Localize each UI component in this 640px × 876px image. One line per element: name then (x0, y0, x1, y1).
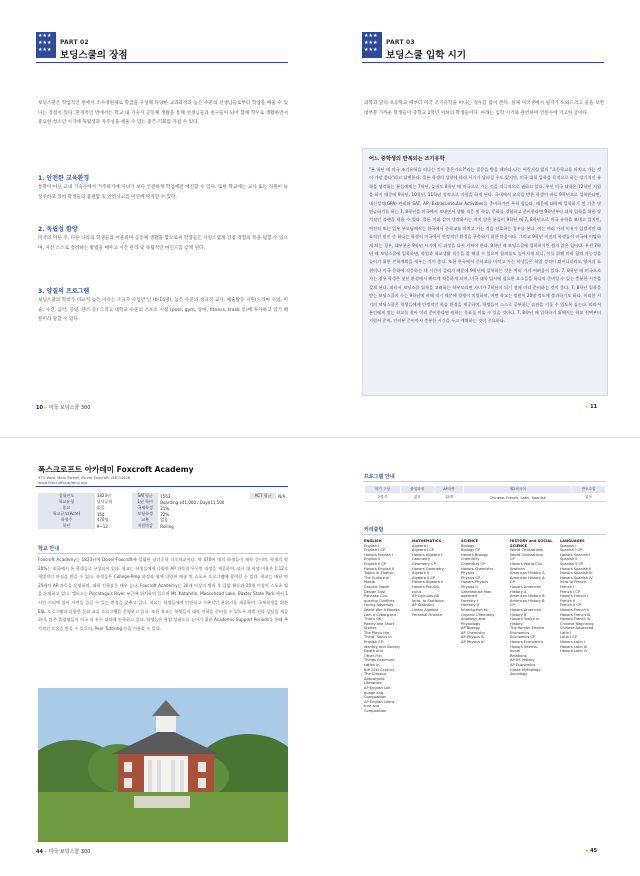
section-title: 프로그램 안내 (364, 474, 395, 480)
curriculum-item: Honors Interna- (510, 644, 539, 649)
section-title: 2. 독립성 함양 (38, 226, 78, 233)
page-footer (586, 848, 597, 854)
page-number: 10 (36, 405, 43, 411)
curriculum-item: Honors French III (560, 612, 591, 617)
section-divider (364, 534, 606, 535)
info-value: 1563 (160, 493, 171, 499)
curriculum-item: English II CP (364, 561, 387, 566)
curriculum-item: French II CP (560, 603, 582, 608)
curriculum-item: Apocalyptic (364, 676, 385, 681)
campus-photo (38, 688, 288, 842)
curriculum-item: Spanish I (560, 543, 577, 548)
curriculum-item: The Classics (364, 672, 387, 677)
curriculum-item: Physics (461, 571, 475, 576)
curriculum-item: Things Communi- (364, 658, 396, 663)
page-11 (320, 0, 640, 438)
curriculum-item: AP Biology (461, 626, 481, 631)
info-value: 21% (160, 505, 170, 511)
school-address: 975 West Main Street, Dover Foxcroft, ME 04426 (38, 475, 131, 480)
info-label: 지원마감 (132, 523, 158, 529)
header-divider (362, 62, 604, 63)
header-divider (36, 62, 288, 63)
curriculum-item: American History B (510, 598, 545, 603)
info-value: 없음 (96, 505, 105, 510)
curriculum-item: Latin I (560, 630, 572, 635)
section-text: 보딩스쿨의 학비가 비교적 높은 이유는 소규모 수업반 인 (6-15명), 높은 수준의 정규직 교사, 예술활동 지원(드라마 수업, 미술, 사진, 음악, 공연, 댄스 등) 그리고 대학교 수준의 스포츠 시설 (pool, gym, 승마, fitness, track 등)에 투자하고 있기 때문이라 말할 수 있다. (38, 298, 288, 323)
curriculum-item: Other Fun (364, 653, 382, 658)
curriculum-item: English I (364, 543, 380, 548)
box-text: "본 학년 때 미국 조기유학을 떠나는 것이 좋은가요?"라는 질문을 받을 때마다 나는 어릿거림 없이 "초등학교를 마치고 가는 것이 가장 좋다"라고 답변한다. 물론 학생의 성향에 따라 시기가 달라질 수도 있지만, 미국 대학 입학을 목적으로 하는 장기적인 유학을 생각하는 분들에게는 7학년, 늦어도 8학년 때 미국으로 가는 것을 적극적으로 권하고 있다. 우선 미국 대학은 12학년 지원을 하기 때문에 9학년, 10학년, 11학년 성적으로 지원을 하게 된다. 국내에서 교육을 받은 학생이 바로 9학년으로 입학한다면, 내신성적(GPA) 관리와 SAT, AP, Extracurricular Activities를 준비하기란 무척 힘들다. 때문에 대학에 입학하기 전 기준 및 연습하기를 하는 7, 8학년을 미국에서 보내면서 생활 적응 및 학습, 문화를 경험하고 준비한다면 9학년부터 대학 입학을 위한 장기적인 플랜을 세울 수 있다. 물론 이와 같이 생각하시는 적지 않은 분들이 9학년 때 7, 8학년으로 미국 유학을 보내고 있지만, 여전히 또는 일부 부모님께서는 한국에서 중학교를 마치고 가는 것을 선호하는 경우를 본다. 이는 여러 가지 이유가 있겠지만 대표적인 원인 중 하나는 학생이 미국에서 안정적인 환경을 구축하기 위한 마음이다. 그리고 9학년 이전의 학생들이 미국에 이탈하게 되는 경우, 대부분은 9학년 시기에 이 과정을 다시 거쳐야 한다. 9학년 때 보딩스쿨에 입학하기란 쉽지 않은 일이다. 우선 7학년 때 보딩스쿨에 입학하면, 학업과 학교생활 적응을 잘 해낼 수 있으며 합격률도 높아지게 되니, 이를 위해 미리 합격 가능성을 높이기 위한 진학계획을 세우는 것이 좋다. 또한 한국에서 중학교를 마치고 가는 학생들은 학업 성적이 뛰어나더라도 영어의 표현이나 미국 문화에 적응하는 데 시간이 걸리기 때문에 9학년에 입학하는 것은 여러 가지 어려움이 있다. 7, 8학년 때 미국으로 가는 경우 학생은 낯선 환경에서 빠르게 적응하게 되며, 미국 대학 입시에 필요한 요소들을 하나씩 준비할 수 있는 충분한 시간을 갖게 된다. 따라서 보딩스쿨 입학을 고려하는 학부모라면 자녀가 7학년이 되기 전에 미리 준비하는 것이 좋다. 7, 8학년 입학을 받는 보딩스쿨의 수는 9학년에 비해 적기 때문에 경쟁이 치열하며, 어떤 학교는 정원이 20명 정도에 불과하기도 하다. 이러한 시기의 보딩스쿨은 학생들에게 안정적인 학습 환경을 제공하며, 학생들이 스스로 공부하는 습관을 기를 수 있도록 돕는다. 따라서 본인에게 맞는 학교를 찾아 미리 준비한다면 원하는 목표를 이룰 수 있을 것이다. 7, 8학년 때 입학하기 위해서는 학교 선택부터 지원서 준비, 인터뷰 준비까지 충분한 시간을 두고 계획하는 것이 중요하다. (369, 167, 601, 324)
curriculum-item: Pancake Con- (364, 594, 389, 599)
intro-text: 과학과 달리 초등학교 때부터 미국 조기유학을 떠나는 경우를 많이 본다. 실제 미국생에서 필자가 도와드리고 골을 보면 대부분 가까운 학생들이 중학교 2학년 이하의 학생들이다. 아래는 입학 시기와 관련하여 언론사에 기고한 글이다. (364, 101, 604, 116)
page-footer (586, 404, 597, 410)
curriculum-item: AP US History (510, 658, 535, 663)
column-box (362, 148, 608, 396)
curriculum-item: Physics CP (461, 575, 481, 580)
curriculum-item: AP Physics B (461, 635, 484, 640)
info-label: 종교 (38, 505, 95, 511)
page-footer (36, 404, 90, 411)
school-text: Foxcroft Academy는 1823년에 Dover-Foxcroft에 설립된 남녀공학 기숙학교이다. 약 470여 명의 학생들이 재학 중이며, 학생의 약 20%는 외국에서 온 학생들로 구성되어 있다. 학교는 학생들에게 다양한 AP 과목과 우등반 과정을 제공하며, 교사 대 학생 비율은 1:12로 개별적인 관심을 받을 수 있다. 학생들은 College-Prep 과정과 함께 다양한 예술 및 스포츠 프로그램에 참여할 수 있다. 학교는 매년 약 25개의 AP 과목을 운영하며, 대학 진학률은 매우 높다. Foxcroft Academy는 30개 이상의 방과 후 클럽 활동과 20개 이상의 스포츠 팀을 운영하고 있다. 캠퍼스는 Piscataquis River 부근에 위치하여 있으며 Mt. Katahdin, Moosehead Lake, Baxter State Park 에서 1시간 거리에 있어 자연을 즐길 수 있는 환경을 갖추고 있다. 학교는 학생들에게 안전하고 가족적인 분위기를 제공하며, 국제학생을 위한 ESL 프로그램과 다양한 문화 교류 프로그램을 운영하고 있다. 또한 학교는 학생들이 대학 진학을 준비할 수 있도록 개별 진학 상담을 제공하며, 많은 졸업생들이 미국 내 우수 대학에 진학하고 있다. 학생들은 학업 성취도를 높이기 위한 Academic Support Periods를 통해 추가적인 도움을 받을 수 있으며, Peer Tutoring 등을 이용할 수 있다. (38, 557, 288, 631)
curriculum-item: Relations (510, 653, 527, 658)
book-title: 미국 보딩스쿨 300 (48, 849, 91, 855)
curriculum-item: Honors Chemistry (461, 566, 494, 571)
curriculum-item: Honors Algebra II (412, 580, 444, 585)
page-10 (0, 0, 320, 438)
curriculum-item: Chemistry (461, 557, 480, 562)
stars-flag-icon: ★★★ ★★★ ★★★ (362, 32, 382, 58)
program-header: 졸업과정 (400, 486, 434, 494)
curriculum-item: Forestry I (461, 598, 478, 603)
curriculum-item: English I CP (364, 548, 385, 553)
page-title: 보딩스쿨 입학 시기 (386, 50, 467, 61)
curriculum-item: Honors Biology (461, 552, 489, 557)
curriculum-item: Honors French I (560, 594, 589, 599)
section-title: 커리큘럼 (364, 527, 384, 533)
spread-divider (0, 437, 640, 438)
curriculum-item: Honors Spanish IV (560, 575, 593, 580)
info-table-left (38, 493, 130, 529)
curriculum-item: Honors Spanish II (560, 566, 592, 571)
curriculum-item: Spanish I CP (560, 548, 583, 553)
curriculum-item: AP English Litera- (364, 699, 396, 704)
title-divider (36, 486, 288, 487)
info-value: 남녀공학 (96, 499, 113, 504)
info-value: 9~12 (96, 523, 108, 529)
curriculum-item: World Civilizations (510, 552, 543, 557)
curriculum-item: History B (510, 612, 527, 617)
curriculum-item: Chemistry CP (461, 561, 486, 566)
curriculum-item: CP (510, 580, 515, 585)
info-label: 학교규모(Acre) (38, 511, 95, 517)
curriculum-item: AP Calculus AB (412, 594, 439, 599)
curriculum-item: CP (510, 557, 515, 562)
curriculum-item: World War II Ebooks (364, 607, 400, 612)
curriculum-item: The Culture of (364, 575, 390, 580)
curriculum-item: Design Soul (364, 589, 386, 594)
curriculum-item: Algebra II (412, 571, 430, 576)
info-label: SAT평균 (132, 493, 158, 499)
curriculum-item: Thing: Topics in (364, 635, 392, 640)
curriculum-item: AP Statistics (412, 603, 435, 608)
program-value: 없음 (400, 494, 434, 502)
curriculum-item: French I (560, 584, 575, 589)
info-row (132, 523, 250, 529)
page-number: 44 (36, 849, 43, 855)
curriculum-column (364, 539, 411, 714)
curriculum-item: The Play's the (364, 630, 390, 635)
curriculum-column-head: LANGUAGES (560, 539, 585, 543)
curriculum-item: American History A (510, 571, 545, 576)
curriculum-item: Composition (364, 708, 387, 713)
curriculum-item: Death and (364, 649, 383, 654)
curriculum-item: Linear Algebra (412, 607, 439, 612)
curriculum-item: AP Physics III (461, 640, 485, 645)
curriculum-item: Honors English I (364, 552, 394, 557)
curriculum-item: Honors World Civi- (510, 561, 544, 566)
curriculum-item: Identity and Society (364, 644, 401, 649)
curriculum-item: AP Economics (510, 663, 536, 668)
info-label: ACT 평균 (250, 493, 276, 499)
school-title: 폭스크로프트 아카데미 Foxcroft Academy (38, 465, 194, 474)
curriculum-column-head: MATHEMATICS (412, 539, 442, 543)
page-44 (0, 438, 320, 876)
page-footer (36, 848, 90, 855)
info-value: 22% (160, 511, 170, 517)
curriculum-item: Graphic Novel (364, 584, 390, 589)
curriculum-item: World Civilizations (510, 548, 543, 553)
curriculum-item: Biology (461, 543, 475, 548)
bullet-icon: ▸ (586, 404, 589, 410)
curriculum-item: Honors Latin III (560, 644, 588, 649)
program-header: 학기 구성 (365, 486, 401, 494)
curriculum-item: Organic Chemistry (461, 612, 495, 617)
curriculum-item: Honors Spanish I (560, 552, 591, 557)
info-row (250, 493, 290, 499)
curriculum-item: Honors English II (364, 566, 395, 571)
part-label: PART 02 (60, 39, 89, 46)
curriculum-item: culus (412, 589, 422, 594)
info-table-mid (132, 493, 250, 529)
section-title: 3. 양질의 프로그램 (38, 288, 90, 295)
info-label: 학년 (38, 523, 95, 529)
program-header: 제2외국어 (464, 486, 572, 494)
curriculum-item: Poetry and Short (364, 621, 395, 626)
curriculum-item: Honors American (510, 584, 541, 589)
curriculum-item: Geometry (412, 557, 430, 562)
info-row (38, 523, 130, 529)
curriculum-item: English CP: (364, 640, 385, 645)
section-text: 통학이 아닌 교내 기숙사에서 거주하기에 자녀가 보다 안전하게 학업에만 매진할 수 있다. 또한 학교에는 교사 또는 직원이 늘 상주하고 있어 학생들의 불편함 및 안전사고를 미연에 방지할 수 있다. (38, 185, 288, 200)
curriculum-item: Algebra I (412, 543, 429, 548)
curriculum-item: Honors Economics (510, 640, 544, 645)
info-label: 1년 학비 (132, 499, 158, 505)
curriculum-item: The Roman Empire (510, 626, 545, 631)
curriculum-item: Media (364, 580, 375, 585)
curriculum-item: Stories (364, 626, 377, 631)
curriculum-item: Honors French II (560, 607, 590, 612)
curriculum-item: Literature (364, 681, 382, 686)
curriculum-item: Honors Physics (461, 580, 489, 585)
curriculum-item: lizations (510, 566, 525, 571)
curriculum-item: Anatomy and (461, 617, 486, 622)
curriculum-item: Economics CP (510, 635, 536, 640)
page-number: 45 (590, 848, 598, 854)
curriculum-item: AP Chemistry (461, 630, 486, 635)
curriculum-column (461, 539, 508, 645)
page-45 (320, 438, 640, 876)
curriculum-item: Introduction to (461, 607, 488, 612)
curriculum-item: Algebra I CP (412, 548, 434, 553)
curriculum-item: the 21st Century (364, 667, 395, 672)
page-title: 보딩스쿨의 장점 (60, 50, 128, 61)
info-value: 470명 (96, 517, 109, 522)
curriculum-item: Honors Algebra I (412, 552, 442, 557)
curriculum-column-head: ENGLISH (364, 539, 382, 543)
curriculum-item: Sociology (510, 672, 528, 677)
info-label: 보딩학생 (132, 511, 158, 517)
curriculum-item: English II (364, 557, 381, 562)
info-value: 1823년 (96, 493, 111, 498)
page-number: 11 (590, 404, 598, 410)
info-value: N/A (278, 493, 286, 499)
section-title: 1. 안전한 교육환경 (38, 175, 90, 182)
curriculum-item: guage and (364, 690, 384, 695)
curriculum-item: Honors Spanish III (560, 571, 593, 576)
info-value: 150 (96, 511, 105, 517)
info-value: Rolling (160, 523, 174, 529)
curriculum-item: French I CP (560, 589, 580, 594)
curriculum-item: Honors Pre-Cal- (412, 584, 440, 589)
intro-text: 보딩스쿨은 학업적인 면에서 소수정원제로 학급을 구성해 다양한 교과과정과 높은 수준의 선생님들로부터 학업을 배울 수 있다는 장점이 있다. 환경적인 면에서는 학교 내 기숙사 공동체 생활을 통해 선생님들과 친구들이 되어 함께 학우로 생활하면서 중요한 청소년 시기에 독립성과 자주성을 세울 수 있는 좋은 기회를 가질 수 있다. (38, 101, 288, 126)
curriculum-item: Greek Mythology (510, 667, 541, 672)
part-label: PART 03 (386, 39, 415, 46)
curriculum-item: Topics in English: (364, 571, 395, 576)
curriculum-item: Honors Latin I (560, 640, 585, 645)
info-value: 없음 (160, 517, 168, 522)
curriculum-item: Lam a Cyborg but (364, 612, 397, 617)
curriculum-item: ture and (364, 704, 380, 709)
program-value: 있음 (572, 494, 606, 502)
curriculum-item: History A (510, 589, 527, 594)
curriculum-item: quering Conflicts (364, 598, 395, 603)
info-label: 학생수 (38, 517, 95, 523)
curriculum-item: Spanish II CP (560, 561, 584, 566)
info-label: 설립연도 (38, 493, 95, 499)
book-title: 미국 보딩스쿨 300 (48, 405, 91, 411)
curriculum-item: Facing Adversity (364, 603, 394, 608)
program-table (364, 485, 606, 502)
section-title: 학교 안내 (38, 546, 60, 552)
box-title: 어느 중학생의 반복되는 조기유학 (369, 156, 445, 162)
curriculum-item: Latin I CP (560, 635, 577, 640)
curriculum-column (412, 539, 459, 617)
curriculum-item: Spanish II (560, 557, 578, 562)
info-label: 국제학생 (132, 505, 158, 511)
curriculum-column-head: HISTORY and SOCIAL SCIENCE (510, 539, 553, 548)
curriculum-item: Algebra II CP (412, 575, 435, 580)
stars-flag-icon: ★★★ ★★★ ★★★ (36, 32, 56, 58)
program-header: 반도수업 (572, 486, 606, 494)
curriculum-column-head: SCIENCE (461, 539, 479, 543)
info-label: 교복 (132, 517, 158, 523)
curriculum-item: AP English Lan- (364, 686, 392, 690)
section-text: 미국의 다른 주, 다른 나라의 학생들과 어울리며 공동체 생활을 함으로써 학생들은 자연스럽게 간접 경험의 폭을 넓힐 수 있으며, 자신 스스로 결정하는 방법을 배우고 시간 관리 및 독립적인 마인드를 갖게 된다. (38, 236, 288, 251)
program-value: 2학기 (365, 494, 401, 502)
program-header: AP과목 (434, 486, 464, 494)
curriculum-item: Greenhouse Man- (461, 589, 493, 594)
curriculum-item: Composition (364, 695, 387, 700)
curriculum-item: Personal Finance (412, 612, 443, 617)
curriculum-item: Honors Latin IV (560, 649, 588, 654)
curriculum-item: Geometry CP (412, 561, 436, 566)
bullet-icon: ▸ (44, 405, 48, 411)
curriculum-column (560, 539, 607, 654)
bullet-icon: ▸ (586, 848, 589, 854)
curriculum-item: Honors Topics in (510, 617, 540, 622)
curriculum-item: CP (510, 603, 515, 608)
section-divider (38, 553, 288, 554)
curriculum-item: Forestry II (461, 603, 479, 608)
curriculum-item: French II (560, 598, 576, 603)
curriculum-item: Chinese Advanced (560, 626, 594, 631)
curriculum-item: Intro to French (560, 580, 587, 585)
curriculum-item: Physiology (461, 621, 481, 626)
curriculum-item: agement (461, 594, 478, 599)
info-value: Boarding $41,000 / Day$11,500 (160, 499, 225, 505)
curriculum-item: Intro. to Statistics (412, 598, 444, 603)
curriculum-item: That's OK (364, 617, 382, 622)
section-divider (364, 481, 606, 482)
curriculum-item: cation in (364, 663, 380, 668)
program-value: 12개 (434, 494, 464, 502)
curriculum-item: Honors American (510, 607, 541, 612)
info-label: 학교유형 (38, 499, 95, 505)
curriculum-item: Economics (510, 630, 530, 635)
curriculum-item: Chinese Beginning (560, 621, 594, 626)
info-table-right (250, 493, 290, 499)
curriculum-item: Biology CP (461, 548, 481, 553)
school-website: www.foxcroftacademy.org (38, 480, 87, 485)
curriculum-item: History (510, 621, 523, 626)
curriculum-item: American History A (510, 575, 545, 580)
program-value: Chinese, French, Latin, Spanish (464, 494, 572, 502)
curriculum-item: American History B (510, 594, 545, 599)
curriculum-item: Physics II (461, 584, 478, 589)
curriculum-column (510, 539, 557, 677)
bullet-icon: ▸ (44, 849, 48, 855)
curriculum-item: Honors Geometry (412, 566, 444, 571)
curriculum-item: Honors French IV (560, 617, 591, 622)
curriculum-item: tional (510, 649, 521, 654)
